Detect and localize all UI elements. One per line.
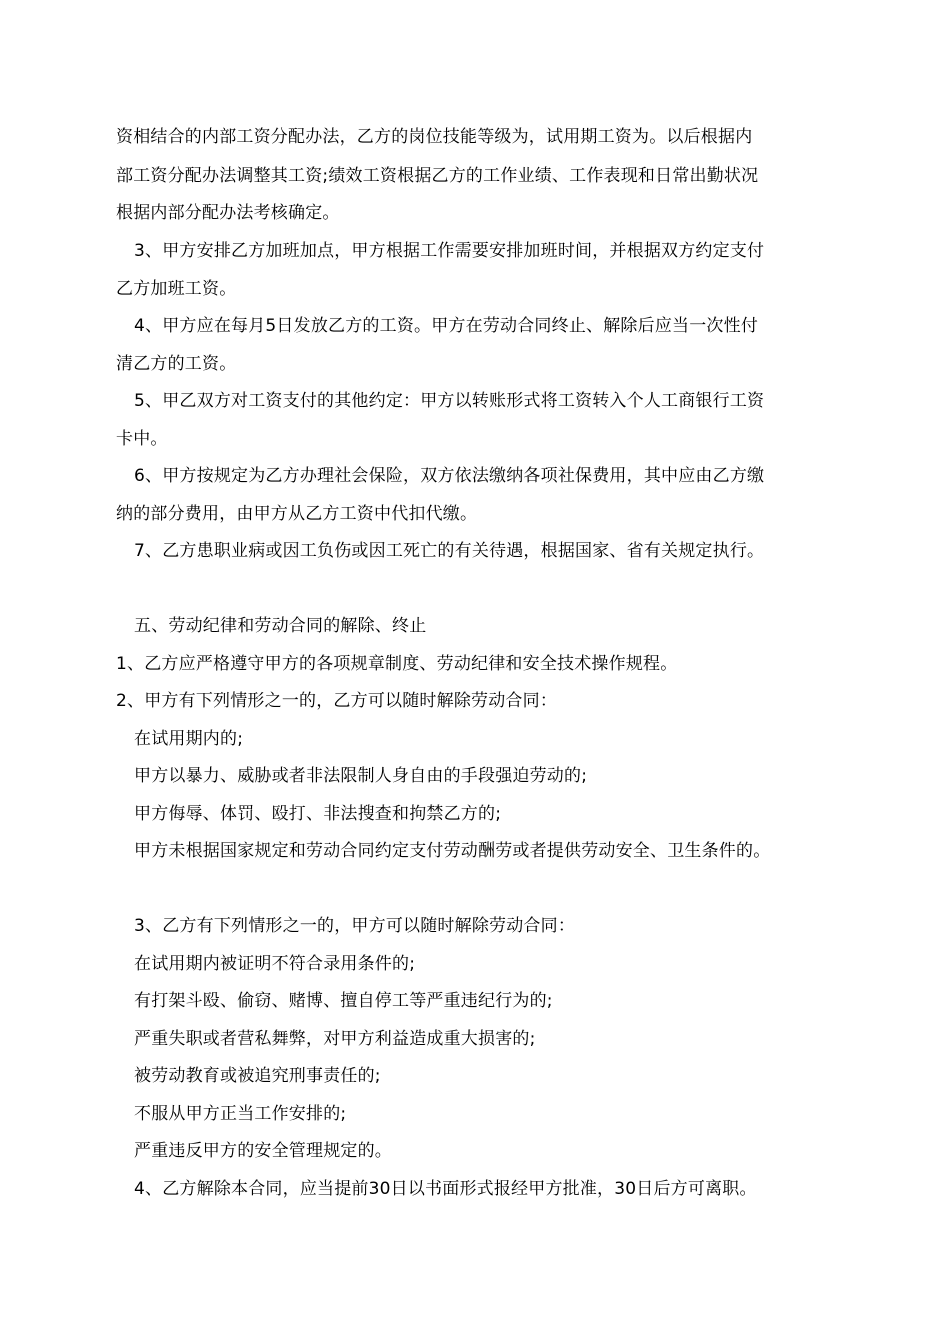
text-line: 在试用期内被证明不符合录用条件的; [134, 954, 416, 974]
text-line: 甲方以暴力、威胁或者非法限制人身自由的手段强迫劳动的; [134, 766, 588, 786]
text-line: 不服从甲方正当工作安排的; [134, 1104, 347, 1124]
text-line: 部工资分配办法调整其工资;绩效工资根据乙方的工作业绩、工作表现和日常出勤状况 [116, 166, 759, 186]
text-line: 被劳动教育或被追究刑事责任的; [134, 1066, 381, 1086]
section-heading: 五、劳动纪律和劳动合同的解除、终止 [134, 616, 427, 636]
text-line: 根据内部分配办法考核确定。 [116, 203, 340, 223]
text-line: 3、乙方有下列情形之一的，甲方可以随时解除劳动合同： [134, 916, 576, 936]
text-line: 乙方加班工资。 [116, 279, 237, 299]
text-line: 6、甲方按规定为乙方办理社会保险，双方依法缴纳各项社保费用，其中应由乙方缴 [134, 466, 765, 486]
text-line: 严重失职或者营私舞弊，对甲方利益造成重大损害的; [134, 1029, 536, 1049]
text-line: 在试用期内的; [134, 729, 244, 749]
text-line: 甲方侮辱、体罚、殴打、非法搜查和拘禁乙方的; [134, 804, 502, 824]
text-line: 严重违反甲方的安全管理规定的。 [134, 1141, 392, 1161]
text-line: 纳的部分费用，由甲方从乙方工资中代扣代缴。 [116, 504, 478, 524]
text-line: 资相结合的内部工资分配办法，乙方的岗位技能等级为，试用期工资为。以后根据内 [116, 127, 753, 147]
text-line: 清乙方的工资。 [116, 354, 237, 374]
text-line: 7、乙方患职业病或因工负伤或因工死亡的有关待遇，根据国家、省有关规定执行。 [134, 541, 765, 561]
text-line: 5、甲乙双方对工资支付的其他约定：甲方以转账形式将工资转入个人工商银行工资 [134, 391, 765, 411]
text-line: 4、乙方解除本合同，应当提前30日以书面形式报经甲方批准，30日后方可离职。 [134, 1179, 757, 1199]
text-line: 3、甲方安排乙方加班加点，甲方根据工作需要安排加班时间，并根据双方约定支付 [134, 241, 765, 261]
text-line: 1、乙方应严格遵守甲方的各项规章制度、劳动纪律和安全技术操作规程。 [116, 654, 678, 674]
text-line: 有打架斗殴、偷窃、赌博、擅自停工等严重违纪行为的; [134, 991, 553, 1011]
text-line: 甲方未根据国家规定和劳动合同约定支付劳动酬劳或者提供劳动安全、卫生条件的。 [134, 841, 771, 861]
text-line: 4、甲方应在每月5日发放乙方的工资。甲方在劳动合同终止、解除后应当一次性付 [134, 316, 759, 336]
text-line: 卡中。 [116, 429, 168, 449]
text-line: 2、甲方有下列情形之一的，乙方可以随时解除劳动合同： [116, 691, 558, 711]
